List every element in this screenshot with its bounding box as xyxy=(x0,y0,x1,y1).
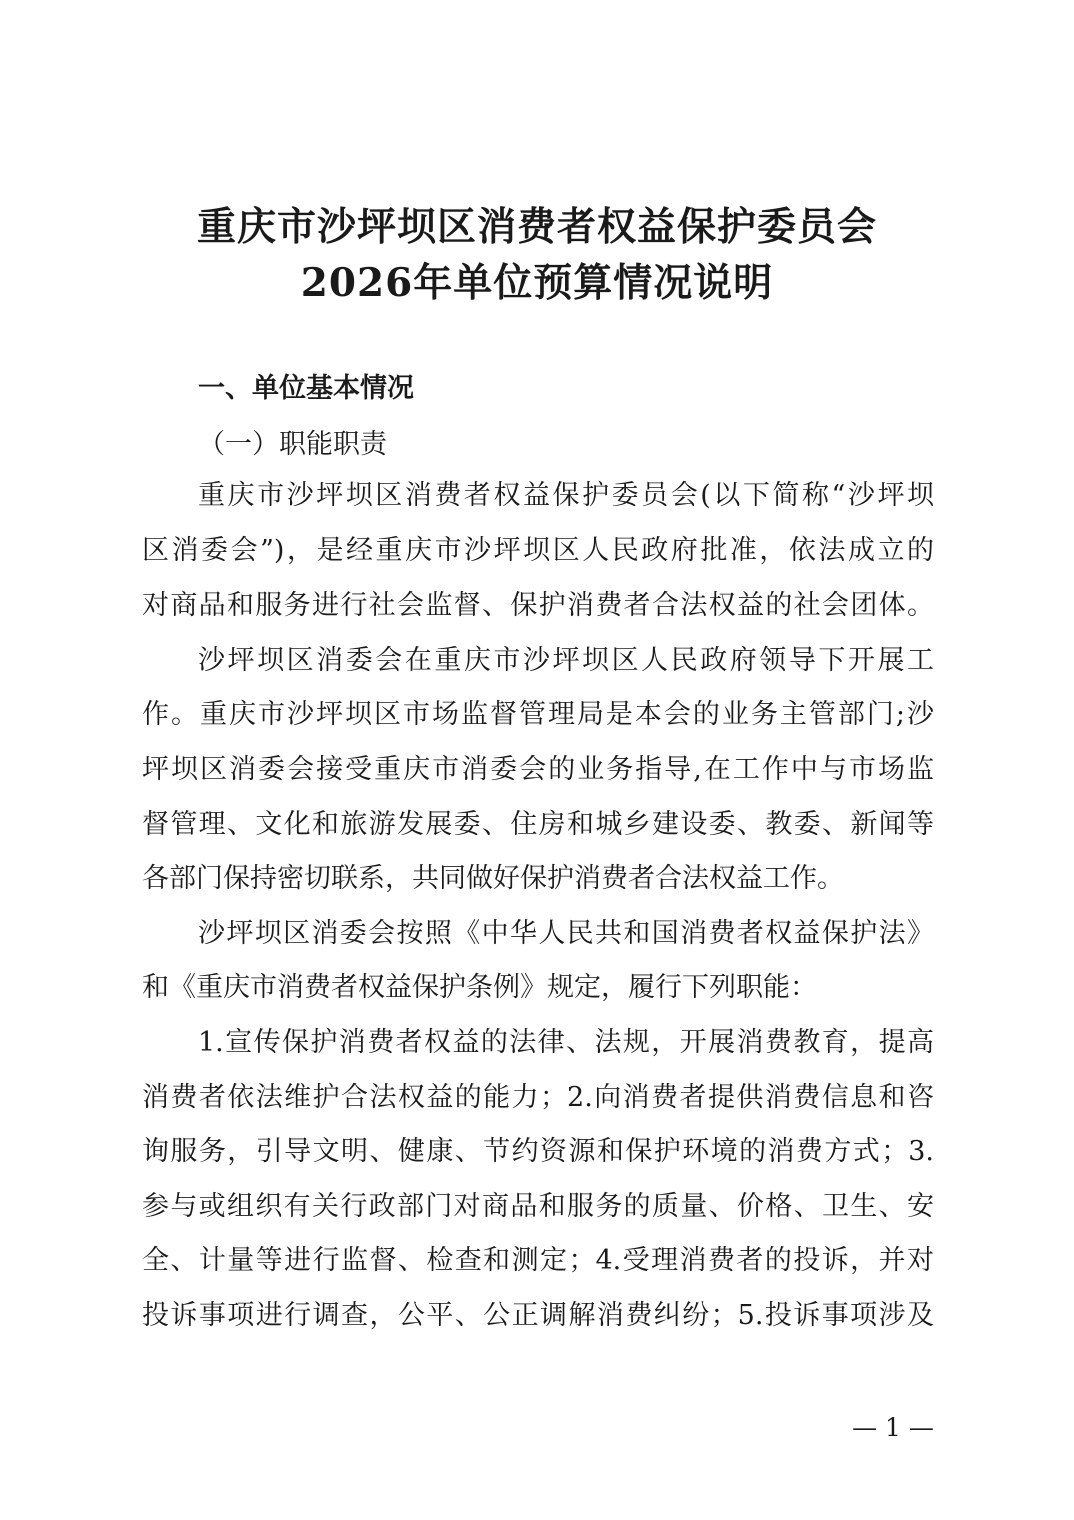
body-line: 重庆市沙坪坝区消费者权益保护委员会(以下简称“沙坪坝 xyxy=(198,480,934,511)
body-line: 对商品和服务进行社会监督、保护消费者合法权益的社会团体。 xyxy=(142,590,934,621)
body-line: 督管理、文化和旅游发展委、住房和城乡建设委、教委、新闻等 xyxy=(142,809,934,840)
body-line: 询服务，引导文明、健康、节约资源和保护环境的消费方式；3. xyxy=(142,1136,934,1167)
body-line: 作。重庆市沙坪坝区市场监督管理局是本会的业务主管部门;沙 xyxy=(142,699,934,730)
page-number: — 1 — xyxy=(852,1413,934,1442)
body-line: 沙坪坝区消委会在重庆市沙坪坝区人民政府领导下开展工 xyxy=(198,645,934,676)
document-title-line-1: 重庆市沙坪坝区消费者权益保护委员会 xyxy=(196,204,877,250)
body-line: 沙坪坝区消委会按照《中华人民共和国消费者权益保护法》 xyxy=(198,918,934,949)
body-line: 和《重庆市消费者权益保护条例》规定，履行下列职能： xyxy=(142,972,817,1003)
subsection-heading: （一）职能职责 xyxy=(198,429,387,460)
body-line: 区消委会”)，是经重庆市沙坪坝区人民政府批准，依法成立的 xyxy=(142,535,934,566)
body-line: 1.宣传保护消费者权益的法律、法规，开展消费教育，提高 xyxy=(198,1027,934,1058)
body-line: 全、计量等进行监督、检查和测定；4.受理消费者的投诉，并对 xyxy=(142,1245,934,1276)
body-line: 参与或组织有关行政部门对商品和服务的质量、价格、卫生、安 xyxy=(142,1191,934,1222)
body-line: 投诉事项进行调查，公平、公正调解消费纠纷；5.投诉事项涉及 xyxy=(142,1300,934,1331)
body-line: 各部门保持密切联系，共同做好保护消费者合法权益工作。 xyxy=(142,863,844,894)
section-heading: 一、单位基本情况 xyxy=(198,373,414,404)
body-line: 坪坝区消委会接受重庆市消委会的业务指导,在工作中与市场监 xyxy=(142,754,934,785)
document-title-line-2: 2026年单位预算情况说明 xyxy=(300,260,774,306)
body-line: 消费者依法维护合法权益的能力；2.向消费者提供消费信息和咨 xyxy=(142,1082,934,1113)
